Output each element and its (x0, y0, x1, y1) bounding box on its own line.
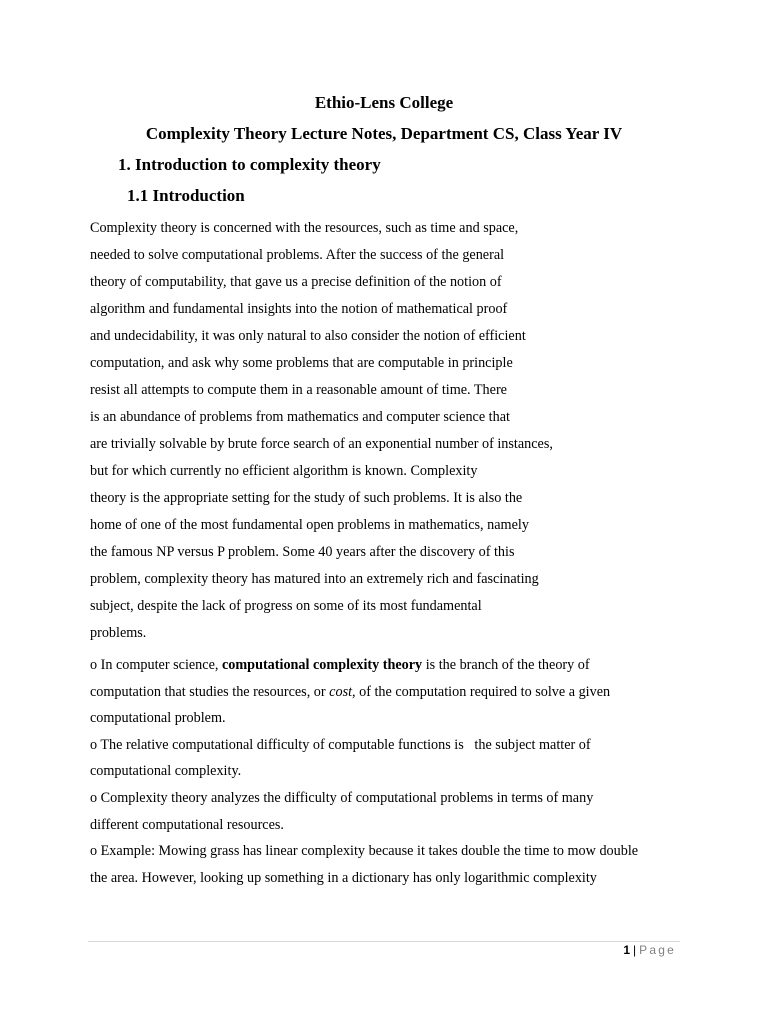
bullet-item-2-cont: computational complexity. (90, 763, 242, 780)
page-footer (623, 943, 676, 957)
bullet-item-4-cont: the area. However, looking up something in a dictionary has only logarithmic complexity (90, 869, 597, 886)
paragraph-line: is an abundance of problems from mathematics and computer science that (90, 409, 510, 425)
subsection-heading: 1.1 Introduction (127, 186, 245, 205)
paragraph-line: subject, despite the lack of progress on some of its most fundamental (90, 598, 482, 614)
bullet-item-4: o Example: Mowing grass has linear complexity because it takes double the time to mow double (90, 843, 639, 860)
paragraph-line: but for which currently no efficient algorithm is known. Complexity (90, 463, 478, 479)
page-number: 1 (623, 943, 631, 957)
footer-divider (88, 941, 680, 942)
paragraph-line: and undecidability, it was only natural to also consider the notion of efficient (90, 328, 526, 344)
paragraph-line: theory is the appropriate setting for the study of such problems. It is also the (90, 490, 523, 506)
paragraph-line: computation, and ask why some problems that are computable in principle (90, 355, 513, 371)
bullet-list (90, 654, 690, 893)
paragraph-line: problem, complexity theory has matured into an extremely rich and fascinating (90, 571, 539, 587)
bullet-text: o In computer science, (90, 657, 222, 673)
bullet-item-1-cont (90, 681, 690, 708)
paragraph-line: the famous NP versus P problem. Some 40 years after the discovery of this (90, 544, 515, 560)
paragraph-line: algorithm and fundamental insights into the notion of mathematical proof (90, 301, 508, 317)
paragraph-line: resist all attempts to compute them in a reasonable amount of time. There (90, 382, 507, 398)
paragraph-line: home of one of the most fundamental open problems in mathematics, namely (90, 517, 529, 533)
bullet-text: is the branch of the theory of (422, 657, 590, 673)
college-title: Ethio-Lens College (314, 93, 454, 112)
bullet-item-3-cont: different computational resources. (90, 816, 284, 833)
bullet-item-1-cont: computational problem. (90, 710, 226, 727)
bullet-item-2: o The relative computational difficulty of computable functions is the subject matter of (90, 736, 591, 753)
bullet-item-1 (90, 654, 690, 681)
bullet-item-3: o Complexity theory analyzes the difficulty of computational problems in terms of many (90, 789, 594, 806)
paragraph-line: theory of computability, that gave us a precise definition of the notion of (90, 274, 502, 290)
paragraph-line: are trivially solvable by brute force search of an exponential number of instances, (90, 436, 553, 452)
paragraph-line: needed to solve computational problems. After the success of the general (90, 247, 505, 263)
italic-term: cost (329, 683, 353, 700)
footer-separator: | (633, 943, 637, 957)
page-label: Page (639, 943, 676, 957)
paragraph-line: problems. (90, 625, 147, 641)
course-title: Complexity Theory Lecture Notes, Department CS, Class Year IV (145, 124, 623, 143)
paragraph-line: Complexity theory is concerned with the resources, such as time and space, (90, 220, 519, 236)
bold-term: computational complexity theory (221, 657, 423, 673)
bullet-text: , of the computation required to solve a given (352, 683, 611, 700)
intro-paragraph (90, 217, 690, 649)
bullet-text: computation that studies the resources, or (90, 683, 330, 700)
section-heading: 1. Introduction to complexity theory (118, 155, 381, 174)
